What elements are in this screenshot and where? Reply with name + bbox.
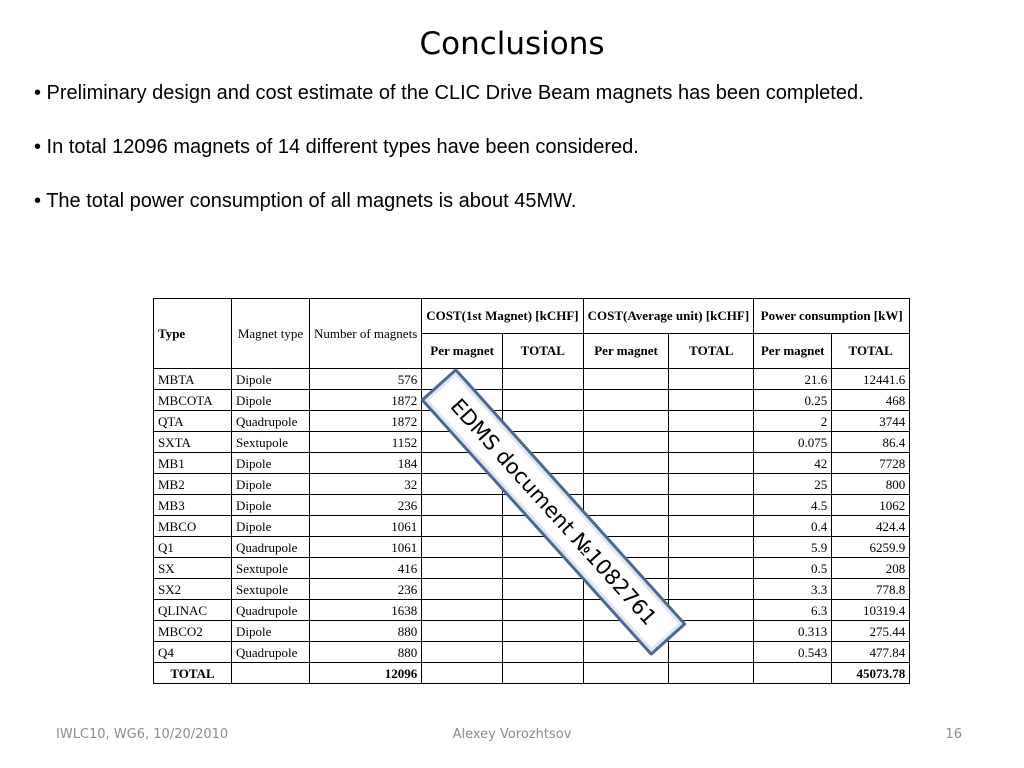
header-power-consumption: Power consumption [kW]	[754, 299, 910, 334]
row-power-total: 208	[832, 558, 910, 579]
table-row	[154, 621, 910, 642]
row-cost-first-per	[422, 642, 503, 663]
row-cost-avg-total	[669, 453, 754, 474]
row-power-total: 6259.9	[832, 537, 910, 558]
row-magnet-type: Dipole	[232, 516, 310, 537]
row-cost-avg-total	[669, 516, 754, 537]
slide-title: Conclusions	[419, 26, 605, 62]
row-cost-first-per	[422, 495, 503, 516]
row-cost-first-total	[502, 369, 583, 390]
row-type: Q4	[154, 642, 232, 663]
row-cost-avg-per	[583, 495, 669, 516]
row-cost-avg-total	[669, 642, 754, 663]
row-type: Q1	[154, 537, 232, 558]
row-power-per-magnet: 21.6	[754, 369, 832, 390]
row-cost-first-total	[502, 390, 583, 411]
bullet-magnet-count: • In total 12096 magnets of 14 different types have been considered.	[34, 136, 639, 158]
table-row	[154, 390, 910, 411]
row-power-per-magnet: 3.3	[754, 579, 832, 600]
row-type: SX	[154, 558, 232, 579]
row-number: 236	[310, 495, 422, 516]
row-power-per-magnet: 25	[754, 474, 832, 495]
row-number: 1872	[310, 390, 422, 411]
row-cost-first-total	[502, 411, 583, 432]
row-magnet-type: Dipole	[232, 390, 310, 411]
row-type: MBTA	[154, 369, 232, 390]
row-power-per-magnet: 42	[754, 453, 832, 474]
row-type: QLINAC	[154, 600, 232, 621]
row-cost-first-per	[422, 537, 503, 558]
subheader-cost-avg-per-magnet: Per magnet	[583, 334, 669, 369]
row-number: 1061	[310, 537, 422, 558]
row-cost-avg-total	[669, 432, 754, 453]
row-type: MBCOTA	[154, 390, 232, 411]
row-cost-avg-total	[669, 390, 754, 411]
table-row	[154, 642, 910, 663]
row-cost-first-per	[422, 558, 503, 579]
row-number: 236	[310, 579, 422, 600]
total-cost-avg-total	[669, 663, 754, 684]
row-magnet-type: Sextupole	[232, 558, 310, 579]
row-cost-avg-total	[669, 474, 754, 495]
row-cost-avg-per	[583, 432, 669, 453]
row-cost-avg-per	[583, 369, 669, 390]
row-power-total: 477.84	[832, 642, 910, 663]
header-number-of-magnets: Number of magnets	[310, 299, 422, 369]
row-power-total: 778.8	[832, 579, 910, 600]
subheader-cost-avg-total: TOTAL	[669, 334, 754, 369]
total-magnet-cell	[232, 663, 310, 684]
row-cost-avg-per	[583, 411, 669, 432]
row-cost-first-total	[502, 642, 583, 663]
total-cost-first-per	[422, 663, 503, 684]
row-cost-avg-total	[669, 369, 754, 390]
row-cost-first-total	[502, 621, 583, 642]
row-magnet-type: Dipole	[232, 495, 310, 516]
header-magnet-type: Magnet type	[232, 299, 310, 369]
subheader-cost-first-total: TOTAL	[502, 334, 583, 369]
row-number: 416	[310, 558, 422, 579]
row-power-per-magnet: 0.25	[754, 390, 832, 411]
row-type: MBCO	[154, 516, 232, 537]
row-power-total: 3744	[832, 411, 910, 432]
row-cost-avg-total	[669, 600, 754, 621]
row-cost-first-per	[422, 579, 503, 600]
row-number: 1061	[310, 516, 422, 537]
row-number: 576	[310, 369, 422, 390]
table-row	[154, 558, 910, 579]
footer-event: IWLC10, WG6, 10/20/2010	[56, 727, 229, 742]
header-type: Type	[154, 299, 232, 369]
bullet-design-complete: • Preliminary design and cost estimate of the CLIC Drive Beam magnets has been completed.	[34, 82, 864, 104]
row-magnet-type: Quadrupole	[232, 537, 310, 558]
edms-document-stamp: EDMS document №1082761	[420, 368, 687, 657]
total-cost-first-total	[502, 663, 583, 684]
row-number: 1152	[310, 432, 422, 453]
row-power-total: 275.44	[832, 621, 910, 642]
table-row	[154, 432, 910, 453]
row-power-per-magnet: 0.075	[754, 432, 832, 453]
row-type: MB3	[154, 495, 232, 516]
row-type: SXTA	[154, 432, 232, 453]
total-label: TOTAL	[154, 663, 232, 684]
row-type: MB1	[154, 453, 232, 474]
row-number: 880	[310, 642, 422, 663]
row-power-total: 468	[832, 390, 910, 411]
subheader-cost-first-per-magnet: Per magnet	[422, 334, 503, 369]
row-type: SX2	[154, 579, 232, 600]
row-magnet-type: Quadrupole	[232, 411, 310, 432]
table-row	[154, 411, 910, 432]
header-cost-first-magnet: COST(1st Magnet) [kCHF]	[422, 299, 583, 334]
row-cost-first-per	[422, 516, 503, 537]
row-power-total: 1062	[832, 495, 910, 516]
footer-author: Alexey Vorozhtsov	[452, 727, 572, 742]
subheader-power-per-magnet: Per magnet	[754, 334, 832, 369]
row-type: MB2	[154, 474, 232, 495]
row-power-per-magnet: 0.543	[754, 642, 832, 663]
row-magnet-type: Dipole	[232, 621, 310, 642]
row-magnet-type: Dipole	[232, 369, 310, 390]
table-total-row	[154, 663, 910, 684]
table-header-row	[154, 299, 910, 334]
row-power-total: 7728	[832, 453, 910, 474]
row-magnet-type: Sextupole	[232, 432, 310, 453]
row-type: MBCO2	[154, 621, 232, 642]
total-number: 12096	[310, 663, 422, 684]
table-row	[154, 600, 910, 621]
row-power-total: 12441.6	[832, 369, 910, 390]
row-power-per-magnet: 0.313	[754, 621, 832, 642]
row-number: 1872	[310, 411, 422, 432]
row-type: QTA	[154, 411, 232, 432]
total-power-kw: 45073.78	[832, 663, 910, 684]
row-cost-avg-per	[583, 390, 669, 411]
row-cost-first-total	[502, 579, 583, 600]
row-cost-first-total	[502, 600, 583, 621]
row-power-total: 800	[832, 474, 910, 495]
row-cost-avg-per	[583, 453, 669, 474]
row-power-per-magnet: 0.5	[754, 558, 832, 579]
row-number: 32	[310, 474, 422, 495]
row-power-total: 10319.4	[832, 600, 910, 621]
table-row	[154, 579, 910, 600]
row-power-per-magnet: 0.4	[754, 516, 832, 537]
footer-page-number: 16	[945, 727, 962, 742]
row-power-total: 86.4	[832, 432, 910, 453]
total-power-per	[754, 663, 832, 684]
row-cost-avg-total	[669, 558, 754, 579]
row-power-per-magnet: 4.5	[754, 495, 832, 516]
row-cost-avg-per	[583, 474, 669, 495]
bullet-power-consumption: • The total power consumption of all magnets is about 45MW.	[34, 190, 577, 212]
row-magnet-type: Dipole	[232, 474, 310, 495]
row-cost-avg-total	[669, 537, 754, 558]
table-row	[154, 537, 910, 558]
subheader-power-total: TOTAL	[832, 334, 910, 369]
row-magnet-type: Quadrupole	[232, 642, 310, 663]
row-number: 184	[310, 453, 422, 474]
row-cost-avg-total	[669, 411, 754, 432]
row-power-per-magnet: 5.9	[754, 537, 832, 558]
row-cost-first-per	[422, 600, 503, 621]
row-power-per-magnet: 2	[754, 411, 832, 432]
row-cost-avg-total	[669, 579, 754, 600]
row-number: 1638	[310, 600, 422, 621]
row-power-per-magnet: 6.3	[754, 600, 832, 621]
row-cost-first-per	[422, 621, 503, 642]
total-cost-avg-per	[583, 663, 669, 684]
row-magnet-type: Sextupole	[232, 579, 310, 600]
row-number: 880	[310, 621, 422, 642]
header-cost-average-unit: COST(Average unit) [kCHF]	[583, 299, 754, 334]
table-row	[154, 369, 910, 390]
row-power-total: 424.4	[832, 516, 910, 537]
row-cost-avg-total	[669, 495, 754, 516]
row-magnet-type: Quadrupole	[232, 600, 310, 621]
row-magnet-type: Dipole	[232, 453, 310, 474]
